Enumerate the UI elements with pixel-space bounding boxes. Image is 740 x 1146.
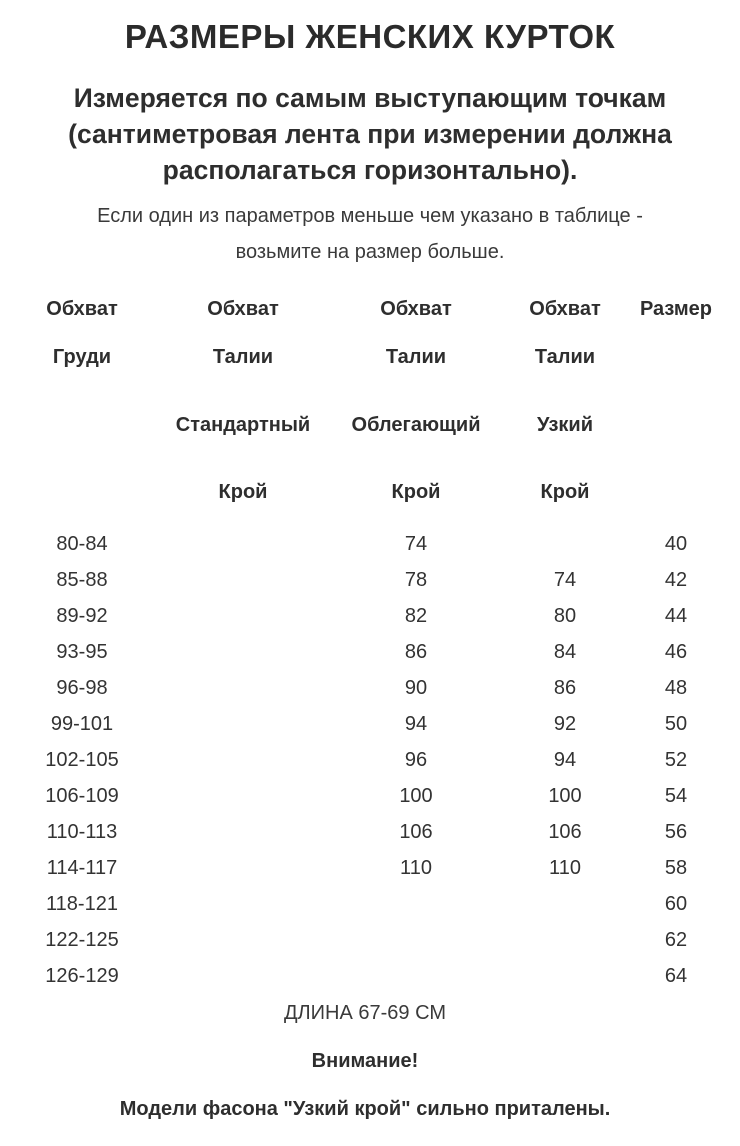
table-cell: 96	[404, 749, 428, 771]
table-cell: 84	[553, 641, 577, 663]
table-cell: 106-109	[45, 785, 119, 807]
table-cell: 54	[664, 785, 688, 807]
warning-title: Внимание!	[311, 1050, 419, 1072]
table-cell: 100	[548, 785, 582, 807]
table-cell: 74	[553, 569, 577, 591]
note-line: возьмите на размер больше.	[235, 241, 505, 263]
table-cell: 58	[664, 857, 688, 879]
page-title: РАЗМЕРЫ ЖЕНСКИХ КУРТОК	[124, 18, 616, 55]
table-cell: 114-117	[46, 857, 118, 879]
table-cell: 106	[548, 821, 582, 843]
column-header: Облегающий	[351, 414, 481, 436]
jacket-length: ДЛИНА 67-69 СМ	[284, 1002, 446, 1024]
warning-text: Модели фасона "Узкий крой" сильно приталены.	[119, 1098, 611, 1120]
table-cell: 46	[664, 641, 688, 663]
column-header: Талии	[212, 346, 274, 368]
note-line: Если один из параметров меньше чем указано в таблице -	[97, 205, 643, 227]
table-cell: 52	[664, 749, 688, 771]
instruction-line: Измеряется по самым выступающим точкам	[73, 83, 667, 113]
table-cell: 110-113	[46, 821, 118, 843]
column-header: Размер	[639, 298, 713, 320]
column-header: Груди	[52, 346, 112, 368]
column-header: Крой	[218, 481, 268, 503]
table-cell: 96-98	[56, 677, 108, 699]
table-cell: 86	[553, 677, 577, 699]
table-cell: 99-101	[50, 713, 114, 735]
table-cell: 90	[404, 677, 428, 699]
table-cell: 93-95	[56, 641, 108, 663]
table-cell: 86	[404, 641, 428, 663]
column-header: Обхват	[207, 298, 279, 320]
column-header: Крой	[391, 481, 441, 503]
column-header: Обхват	[380, 298, 452, 320]
table-cell: 50	[664, 713, 688, 735]
table-cell: 80-84	[56, 533, 108, 555]
table-cell: 94	[553, 749, 577, 771]
table-cell: 48	[664, 677, 688, 699]
column-header: Талии	[385, 346, 447, 368]
table-cell: 118-121	[46, 893, 118, 915]
size-note	[0, 198, 740, 270]
table-cell: 40	[664, 533, 688, 555]
table-cell: 89-92	[56, 605, 108, 627]
table-cell: 94	[404, 713, 428, 735]
table-cell: 44	[664, 605, 688, 627]
instruction-line: (сантиметровая лента при измерении должна	[68, 119, 672, 149]
table-cell: 100	[399, 785, 433, 807]
table-cell: 102-105	[45, 749, 119, 771]
table-cell: 106	[399, 821, 433, 843]
column-header: Обхват	[529, 298, 601, 320]
table-cell: 110	[549, 857, 581, 879]
column-header: Талии	[534, 346, 596, 368]
table-cell: 62	[664, 929, 688, 951]
column-header: Обхват	[46, 298, 118, 320]
table-cell: 110	[400, 857, 432, 879]
table-cell: 74	[404, 533, 428, 555]
table-cell: 82	[404, 605, 428, 627]
table-cell: 85-88	[56, 569, 108, 591]
table-cell: 92	[553, 713, 577, 735]
table-cell: 60	[664, 893, 688, 915]
instruction-line: располагаться горизонтально).	[162, 155, 578, 185]
column-header: Стандартный	[175, 414, 311, 436]
column-header: Крой	[540, 481, 590, 503]
table-cell: 78	[404, 569, 428, 591]
table-cell: 56	[664, 821, 688, 843]
table-cell: 126-129	[45, 965, 119, 987]
table-cell: 64	[664, 965, 688, 987]
column-header: Узкий	[537, 414, 593, 436]
table-cell: 42	[664, 569, 688, 591]
table-cell: 122-125	[45, 929, 119, 951]
table-cell: 80	[553, 605, 577, 627]
measurement-instructions	[0, 80, 740, 188]
